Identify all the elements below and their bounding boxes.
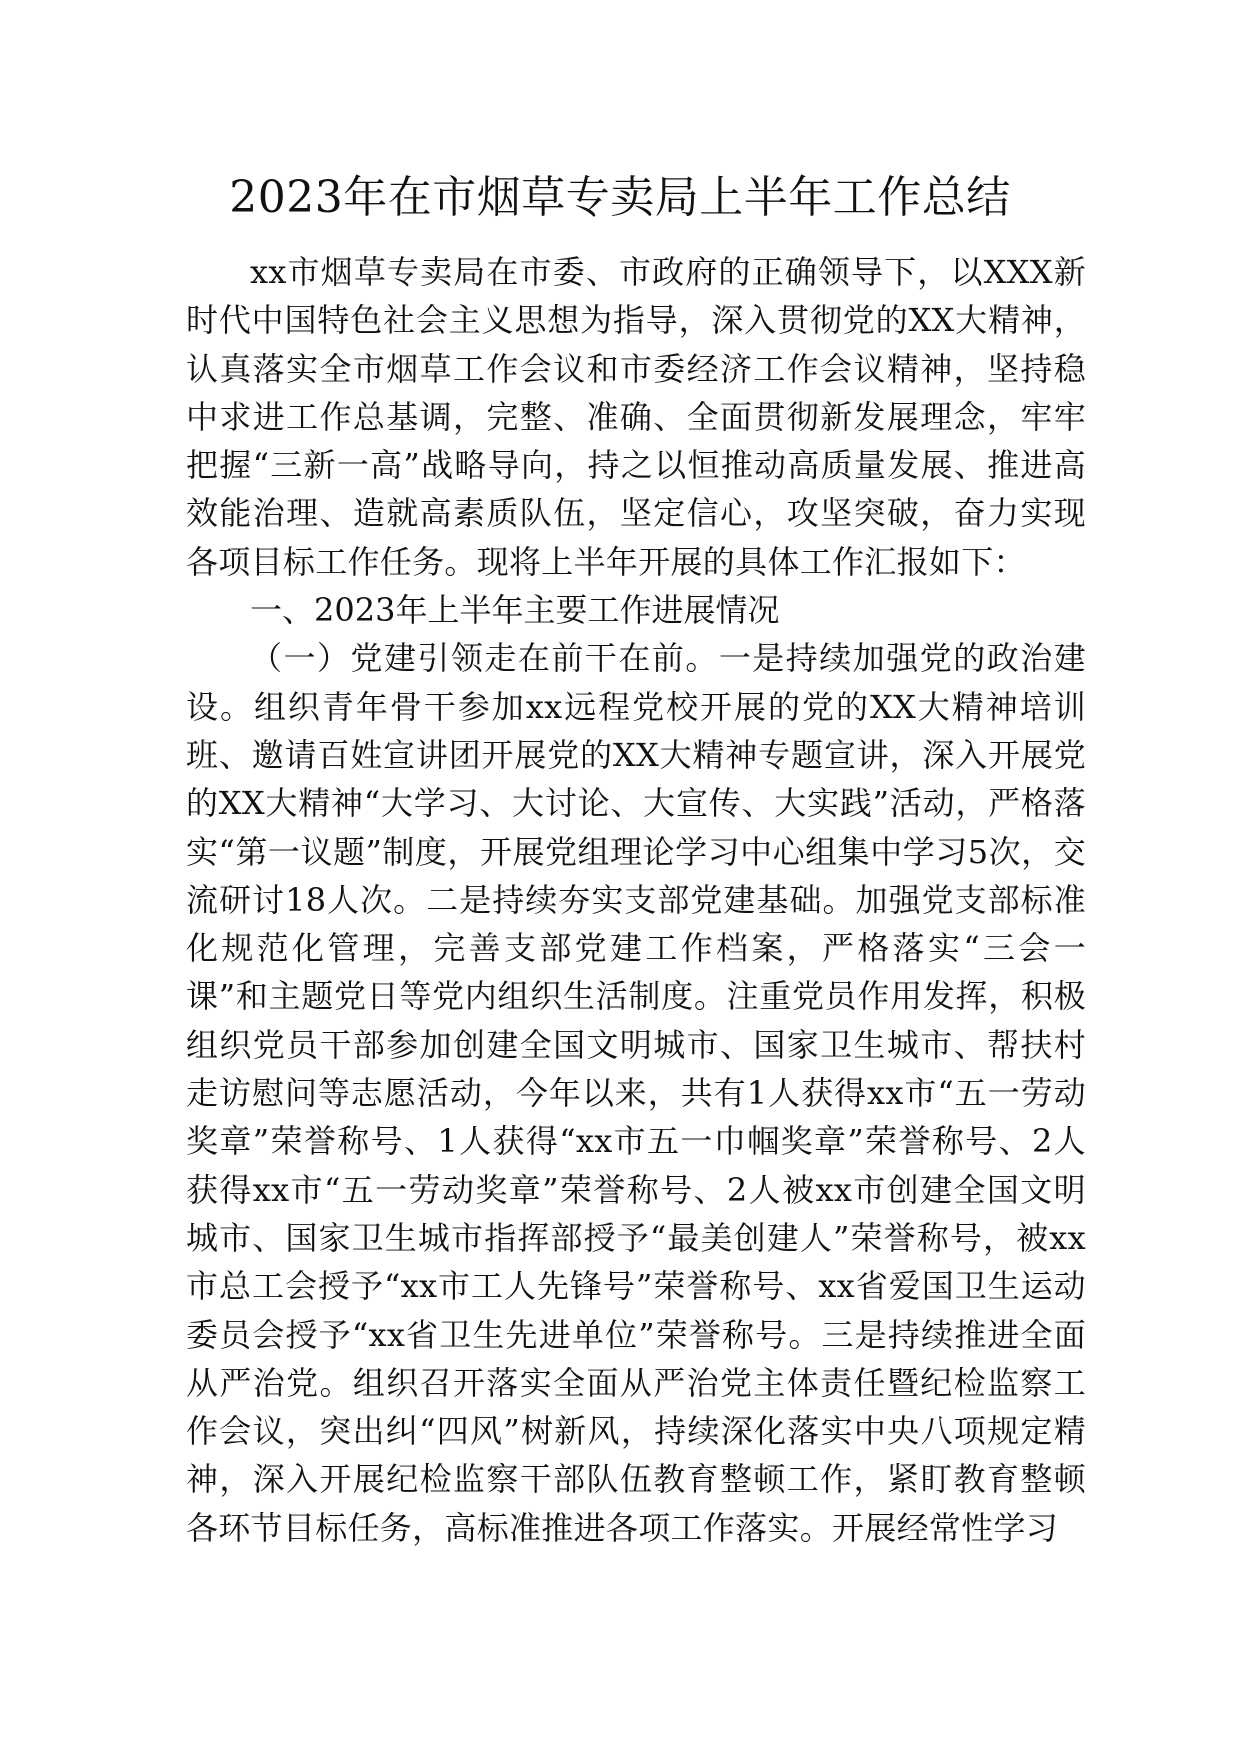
document-body xyxy=(186,248,1086,1552)
section-heading: 一、2023年上半年主要工作进展情况 xyxy=(250,591,780,630)
intro-paragraph: xx市烟草专卖局在市委、市政府的正确领导下，以XXX新时代中国特色社会主义思想为指导，深入贯彻党的XX大精神，认真落实全市烟草工作会议和市委经济工作会议精神，坚持稳中求进工作总基调，完整、准确、全面贯彻新发展理念，牢牢把握“三新一高”战略导向，持之以恒推动高质量发展、推进高效能治理、造就高素质队伍，坚定信心，攻坚突破，奋力实现各项目标工作任务。现将上半年开展的具体工作汇报如下： xyxy=(186,253,1086,581)
section-paragraph: （一）党建引领走在前干在前。一是持续加强党的政治建设。组织青年骨干参加xx远程党校开展的党的XX大精神培训班、邀请百姓宣讲团开展党的XX大精神专题宣讲，深入开展党的XX大精神“大学习、大讨论、大宣传、大实践”活动，严格落实“第一议题”制度，开展党组理论学习中心组集中学习5次，交流研讨18人次。二是持续夯实支部党建基础。加强党支部标准化规范化管理，完善支部党建工作档案，严格落实“三会一课”和主题党日等党内组织生活制度。注重党员作用发挥，积极组织党员干部参加创建全国文明城市、国家卫生城市、帮扶村走访慰问等志愿活动，今年以来，共有1人获得xx市“五一劳动奖章”荣誉称号、1人获得“xx市五一巾帼奖章”荣誉称号、2人获得xx市“五一劳动奖章”荣誉称号、2人被xx市创建全国文明城市、国家卫生城市指挥部授予“最美创建人”荣誉称号，被xx市总工会授予“xx市工人先锋号”荣誉称号、xx省爱国卫生运动委员会授予“xx省卫生先进单位”荣誉称号。三是持续推进全面从严治党。组织召开落实全面从严治党主体责任暨纪检监察工作会议，突出纠“四风”树新风，持续深化落实中央八项规定精神，深入开展纪检监察干部队伍教育整顿工作，紧盯教育整顿各环节目标任务，高标准推进各项工作落实。开展经常性学习 xyxy=(186,639,1086,1547)
document-title: 2023年在市烟草专卖局上半年工作总结 xyxy=(229,172,1011,223)
